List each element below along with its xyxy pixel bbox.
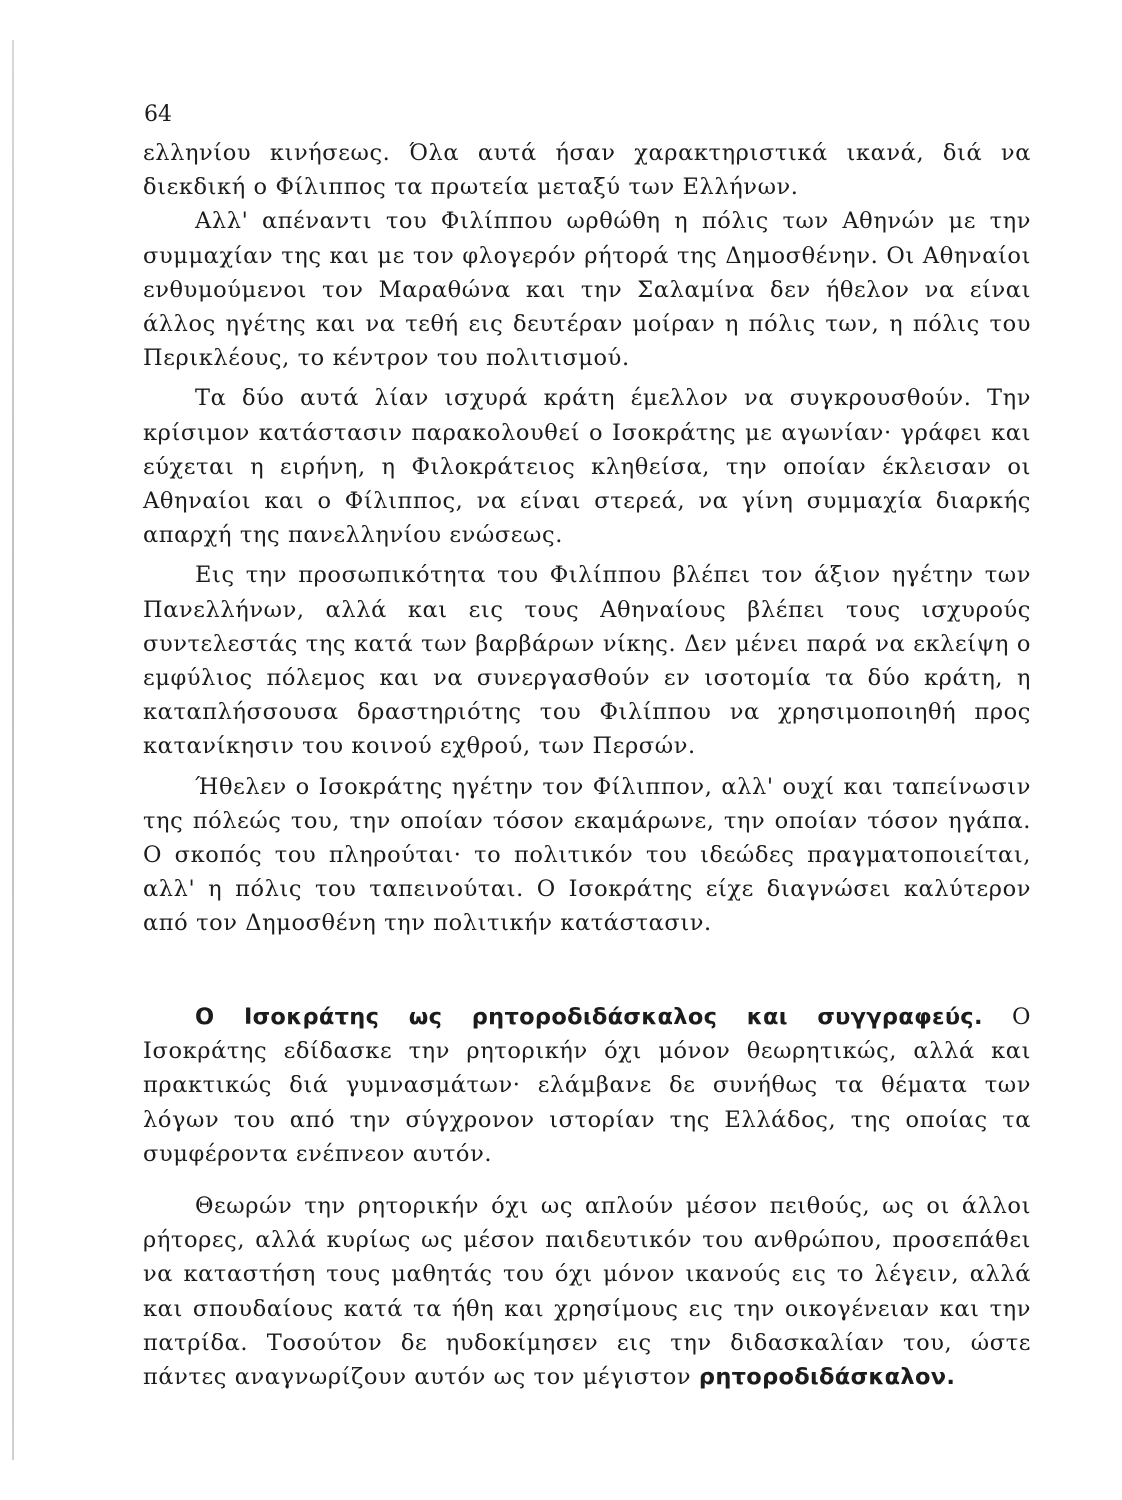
paragraph-4: Εις την προσωπικότητα του Φιλίππου βλέπει τον άξιον ηγέτην των Πανελλήνων, αλλά και εις τους Αθηναίους βλέπει τους ισχυρούς συντελεστάς της κατά των βαρβάρων νίκης. Δεν μένει παρά να εκλείψη ο εμφύλιος πόλεμος και να συνεργασθούν εν ισοτομία τα δύο κράτη, η καταπλήσσουσα δραστηριότης του Φιλίππου να χρησιμοποιηθή προς κατανίκησιν του κοινού εχθρού, των Περσών. — [143, 562, 1031, 760]
paragraph-3: Τα δύο αυτά λίαν ισχυρά κράτη έμελλον να συγκρουσθούν. Την κρίσιμον κατάστασιν παρακολουθεί ο Ισοκράτης με αγωνίαν· γράφει και εύχεται η ειρήνη, η Φιλοκράτειος κληθείσα, την οποίαν έκλεισαν οι Αθηναίοι και ο Φίλιππος, να είναι στερεά, να γίνη συμμαχία διαρκής απαρχή της πανελληνίου ενώσεως. — [143, 385, 1031, 549]
page-edge-shadow — [12, 40, 14, 1460]
section-final-bold: ρητοροδιδάσκαλον. — [698, 1364, 956, 1391]
section-final-text: Θεωρών την ρητορικήν όχι ως απλούν μέσον πειθούς, ως οι άλλοι ρήτορες, αλλά κυρίως ως μέσον παιδευτικόν του ανθρώπου, προσεπάθει να καταστήση τους μαθητάς του όχι μόνον ικανούς εις το λέγειν, αλλά και σπουδαίους κατά τα ήθη και χρησίμους εις την οικογένειαν και την πατρίδα. Τοσούτον δε ηυδοκίμησεν εις την διδασκαλίαν του, ώστε πάντες αναγνωρίζουν αυτόν ως τον μέγιστον — [143, 1193, 1031, 1391]
page-number: 64 — [144, 102, 172, 127]
body-text-upper — [143, 136, 1031, 941]
section-isocrates-teacher — [143, 1000, 1031, 1394]
paragraph-5: Ήθελεν ο Ισοκράτης ηγέτην τον Φίλιππον, αλλ' ουχί και ταπείνωσιν της πόλεώς του, την οποίαν τόσον εκαμάρωνε, την οποίαν τόσον ηγάπα. Ο σκοπός του πληρούται· το πολιτικόν του ιδεώδες πραγματοποιείται, αλλ' η πόλις του ταπεινούται. Ο Ισοκράτης είχε διαγνώσει καλύτερον από τον Δημοσθένη την πολιτικήν κατάστασιν. — [143, 773, 1031, 937]
section-heading: Ο Ισοκράτης ως ρητοροδιδάσκαλος και συγγραφεύς. — [195, 1004, 983, 1030]
section-paragraph-2 — [143, 1189, 1031, 1394]
paragraph-1: ελληνίου κινήσεως. Όλα αυτά ήσαν χαρακτηριστικά ικανά, διά να διεκδική ο Φίλιππος τα πρωτεία μεταξύ των Ελλήνων. — [143, 140, 1031, 201]
paragraph-2: Αλλ' απέναντι του Φιλίππου ωρθώθη η πόλις των Αθηνών με την συμμαχίαν της και με τον φλογερόν ρήτορά της Δημοσθένην. Οι Αθηναίοι ενθυμούμενοι τον Μαραθώνα και την Σαλαμίνα δεν ήθελον να είναι άλλος ηγέτης και να τεθή εις δευτέραν μοίραν η πόλις των, η πόλις του Περικλέους, το κέντρον του πολιτισμού. — [143, 208, 1031, 372]
section-paragraph-1 — [143, 1000, 1031, 1171]
section-intro-text: Ο Ισοκράτης εδίδασκε την ρητορικήν όχι μόνον θεωρητικώς, αλλά και πρακτικώς διά γυμνασμάτων· ελάμβανε δε συνήθως τα θέματα των λόγων του από την σύγχρονον ιστορίαν της Ελλάδος, της οποίας τα συμφέροντα ενέπνεον αυτόν. — [143, 1004, 1031, 1167]
